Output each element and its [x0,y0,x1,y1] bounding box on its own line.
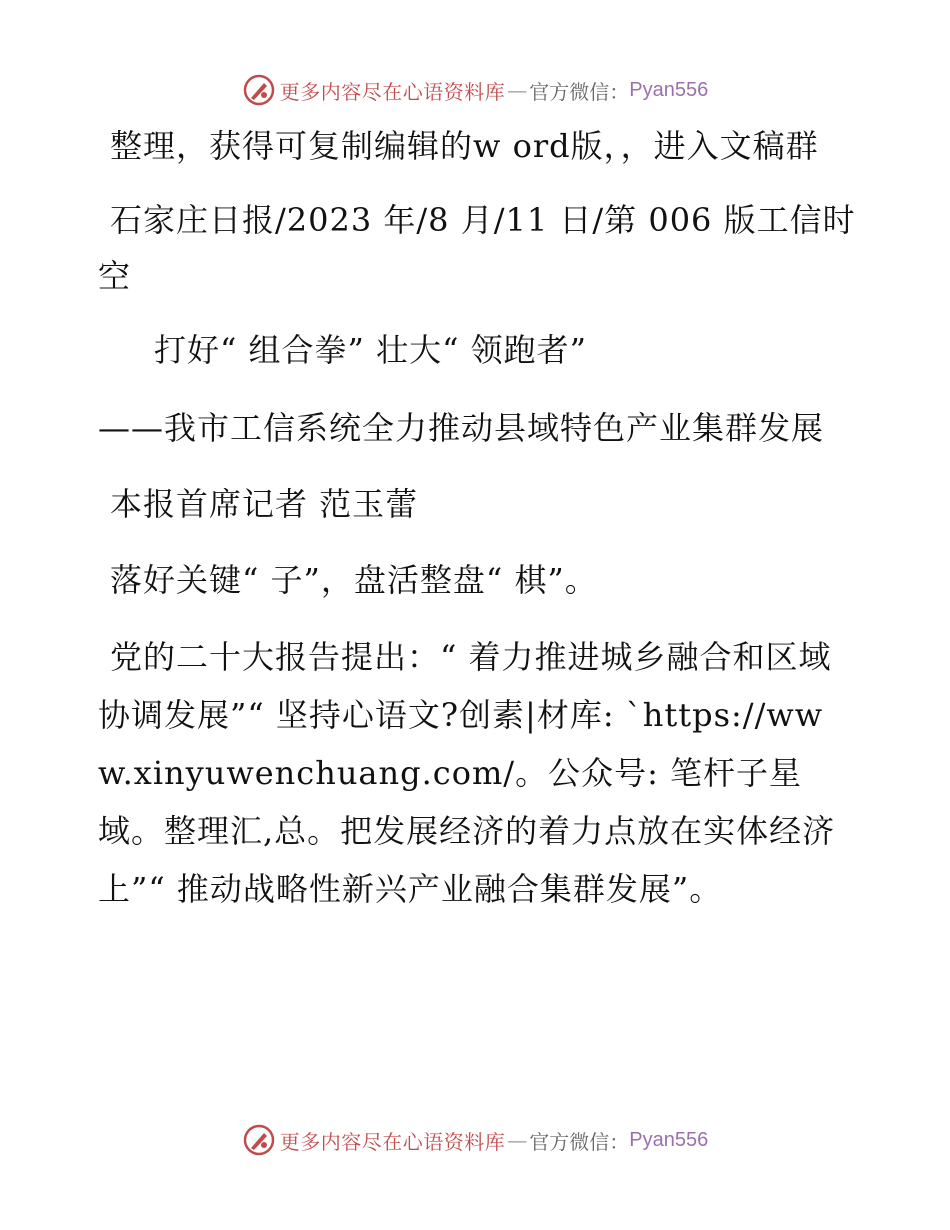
banner-tagline: 更多内容尽在心语资料库 [279,1129,506,1154]
banner-official-label: 官方微信： [529,1129,630,1154]
banner-separator: — [507,1128,528,1152]
pen-logo-icon [242,1123,276,1157]
paragraph-intro: 整理，获得可复制编辑的w ord版，，进入文稿群 [110,127,819,165]
paragraph-lead: 落好关键“ 子”，盘活整盘“ 棋”。 [110,561,598,599]
footer-banner [0,1120,950,1160]
pen-logo-icon [242,73,276,107]
paragraph-source: 石家庄日报/2023 年/8 月/11 日/第 006 版工信时空 [98,201,856,295]
banner-wechat-id: Pyan556 [629,78,709,101]
article-subtitle: ——我市工信系统全力推动县域特色产业集群发展 [98,409,825,447]
article-byline: 本报首席记者 范玉蕾 [110,485,419,523]
banner-tagline: 更多内容尽在心语资料库 [279,79,506,104]
banner-wechat-id: Pyan556 [629,1128,709,1151]
article-title: 打好“ 组合拳” 壮大“ 领跑者” [154,331,587,369]
paragraph-body: 党的二十大报告提出：“ 着力推进城乡融合和区域协调发展”“ 坚持心语文?创素|材库: `https://www.xinyuwenchuang.com/。公众号: 笔杆子星域。整理汇,总。把发展经济的着力点放在实体经济上”“ 推动战略性新兴产业融合集群发展”。 [98,638,836,908]
banner-separator: — [507,78,528,102]
header-banner [0,70,950,110]
banner-official-label: 官方微信： [529,79,630,104]
document-body [98,118,858,918]
